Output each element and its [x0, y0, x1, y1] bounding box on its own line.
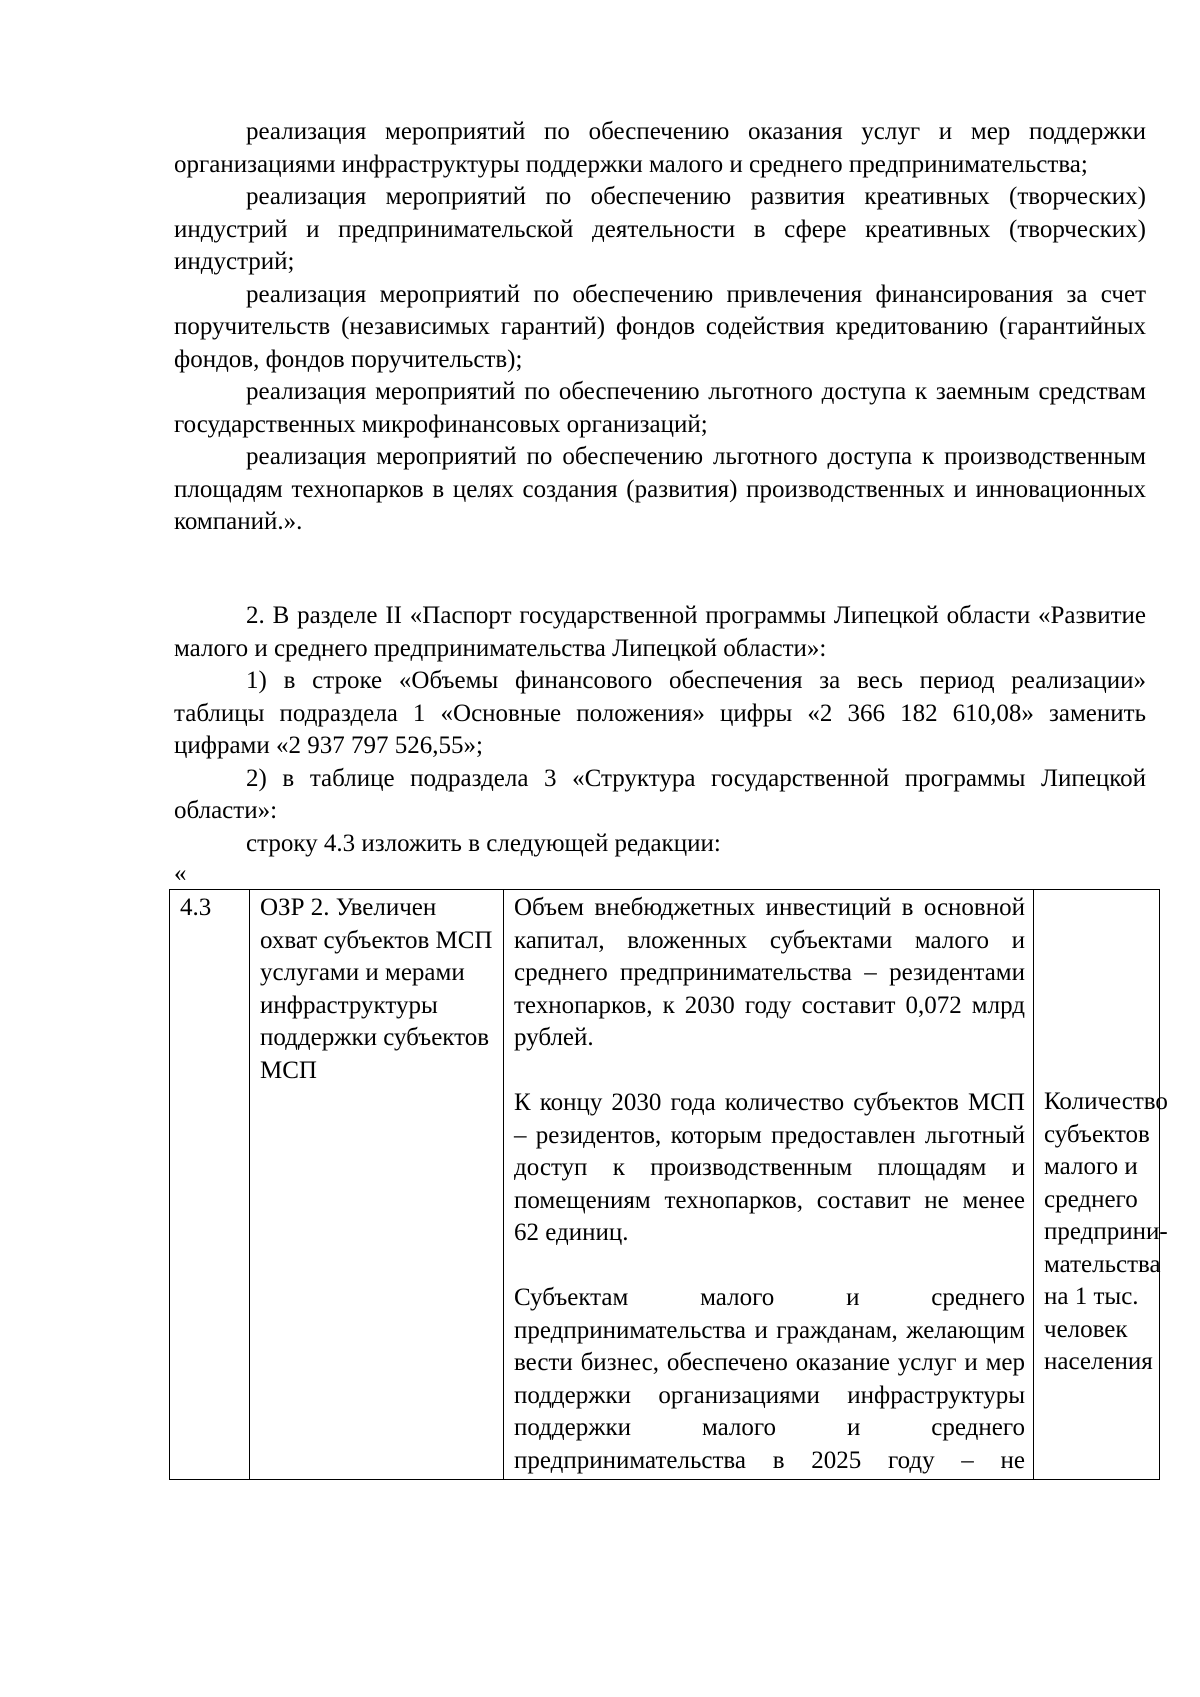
paragraph: 1) в строке «Объемы финансового обеспечения за весь период реализации» таблицы подраздела 1 «Основные положения» цифры «2 366 182 610,08» заменить цифрами «2 937 797 526,55»; — [174, 667, 1146, 759]
opening-quote-mark: « — [174, 860, 187, 887]
result-paragraph: К концу 2030 года количество субъектов МСП – резидентов, которым предоставлен льготный доступ к производственным площадям и помещениям технопарков, составит не менее 62 единиц. — [514, 1089, 1025, 1246]
results-cell — [504, 890, 1034, 1480]
row-number-cell: 4.3 — [170, 890, 250, 1480]
result-paragraph: Объем внебюджетных инвестиций в основной капитал, вложенных субъектами малого и среднего предпринимательства – резидентами технопарков, к 2030 году составит 0,072 млрд рублей. — [514, 894, 1025, 1051]
paragraph: реализация мероприятий по обеспечению льготного доступа к заемным средствам государственных микрофинансовых организаций; — [174, 378, 1146, 438]
paragraph: 2) в таблице подраздела 3 «Структура государственной программы Липецкой области»: — [174, 764, 1146, 824]
paragraph: реализация мероприятий по обеспечению льготного доступа к производственным площадям технопарков в целях создания (развития) производственных и инновационных компаний.». — [174, 443, 1146, 535]
section-measures-list — [174, 116, 1146, 539]
paragraph: строку 4.3 изложить в следующей редакции: — [246, 829, 721, 857]
result-paragraph: Субъектам малого и среднего предпринимательства и гражданам, желающим вести бизнес, обеспечено оказание услуг и мер поддержки организациями инфраструктуры поддержки малого и среднего предпринимательства в 2025 году – не — [514, 1284, 1025, 1474]
paragraph: реализация мероприятий по обеспечению развития креативных (творческих) индустрий и предпринимательской деятельности в сфере креативных (творческих) индустрий; — [174, 183, 1146, 275]
goal-text: ОЗР 2. Увеличен охват субъектов МСП услугами и мерами инфраструктуры поддержки субъектов МСП — [260, 894, 493, 1084]
paragraph: 2. В разделе II «Паспорт государственной программы Липецкой области «Развитие малого и среднего предпринимательства Липецкой области»: — [174, 602, 1146, 662]
indicator-text: Количество субъектов малого и среднего предприни-мательства на 1 тыс. человек населения — [1044, 1088, 1168, 1375]
paragraph: реализация мероприятий по обеспечению оказания услуг и мер поддержки организациями инфраструктуры поддержки малого и среднего предпринимательства; — [174, 118, 1146, 178]
goal-cell — [250, 890, 504, 1480]
indicator-cell — [1034, 890, 1168, 1480]
section-amendments — [174, 600, 1146, 860]
paragraph: реализация мероприятий по обеспечению привлечения финансирования за счет поручительств (независимых гарантий) фондов содействия кредитованию (гарантийных фондов, фондов поручительств); — [174, 280, 1146, 373]
program-structure-table — [169, 889, 1168, 1480]
table-row — [170, 890, 1160, 1480]
